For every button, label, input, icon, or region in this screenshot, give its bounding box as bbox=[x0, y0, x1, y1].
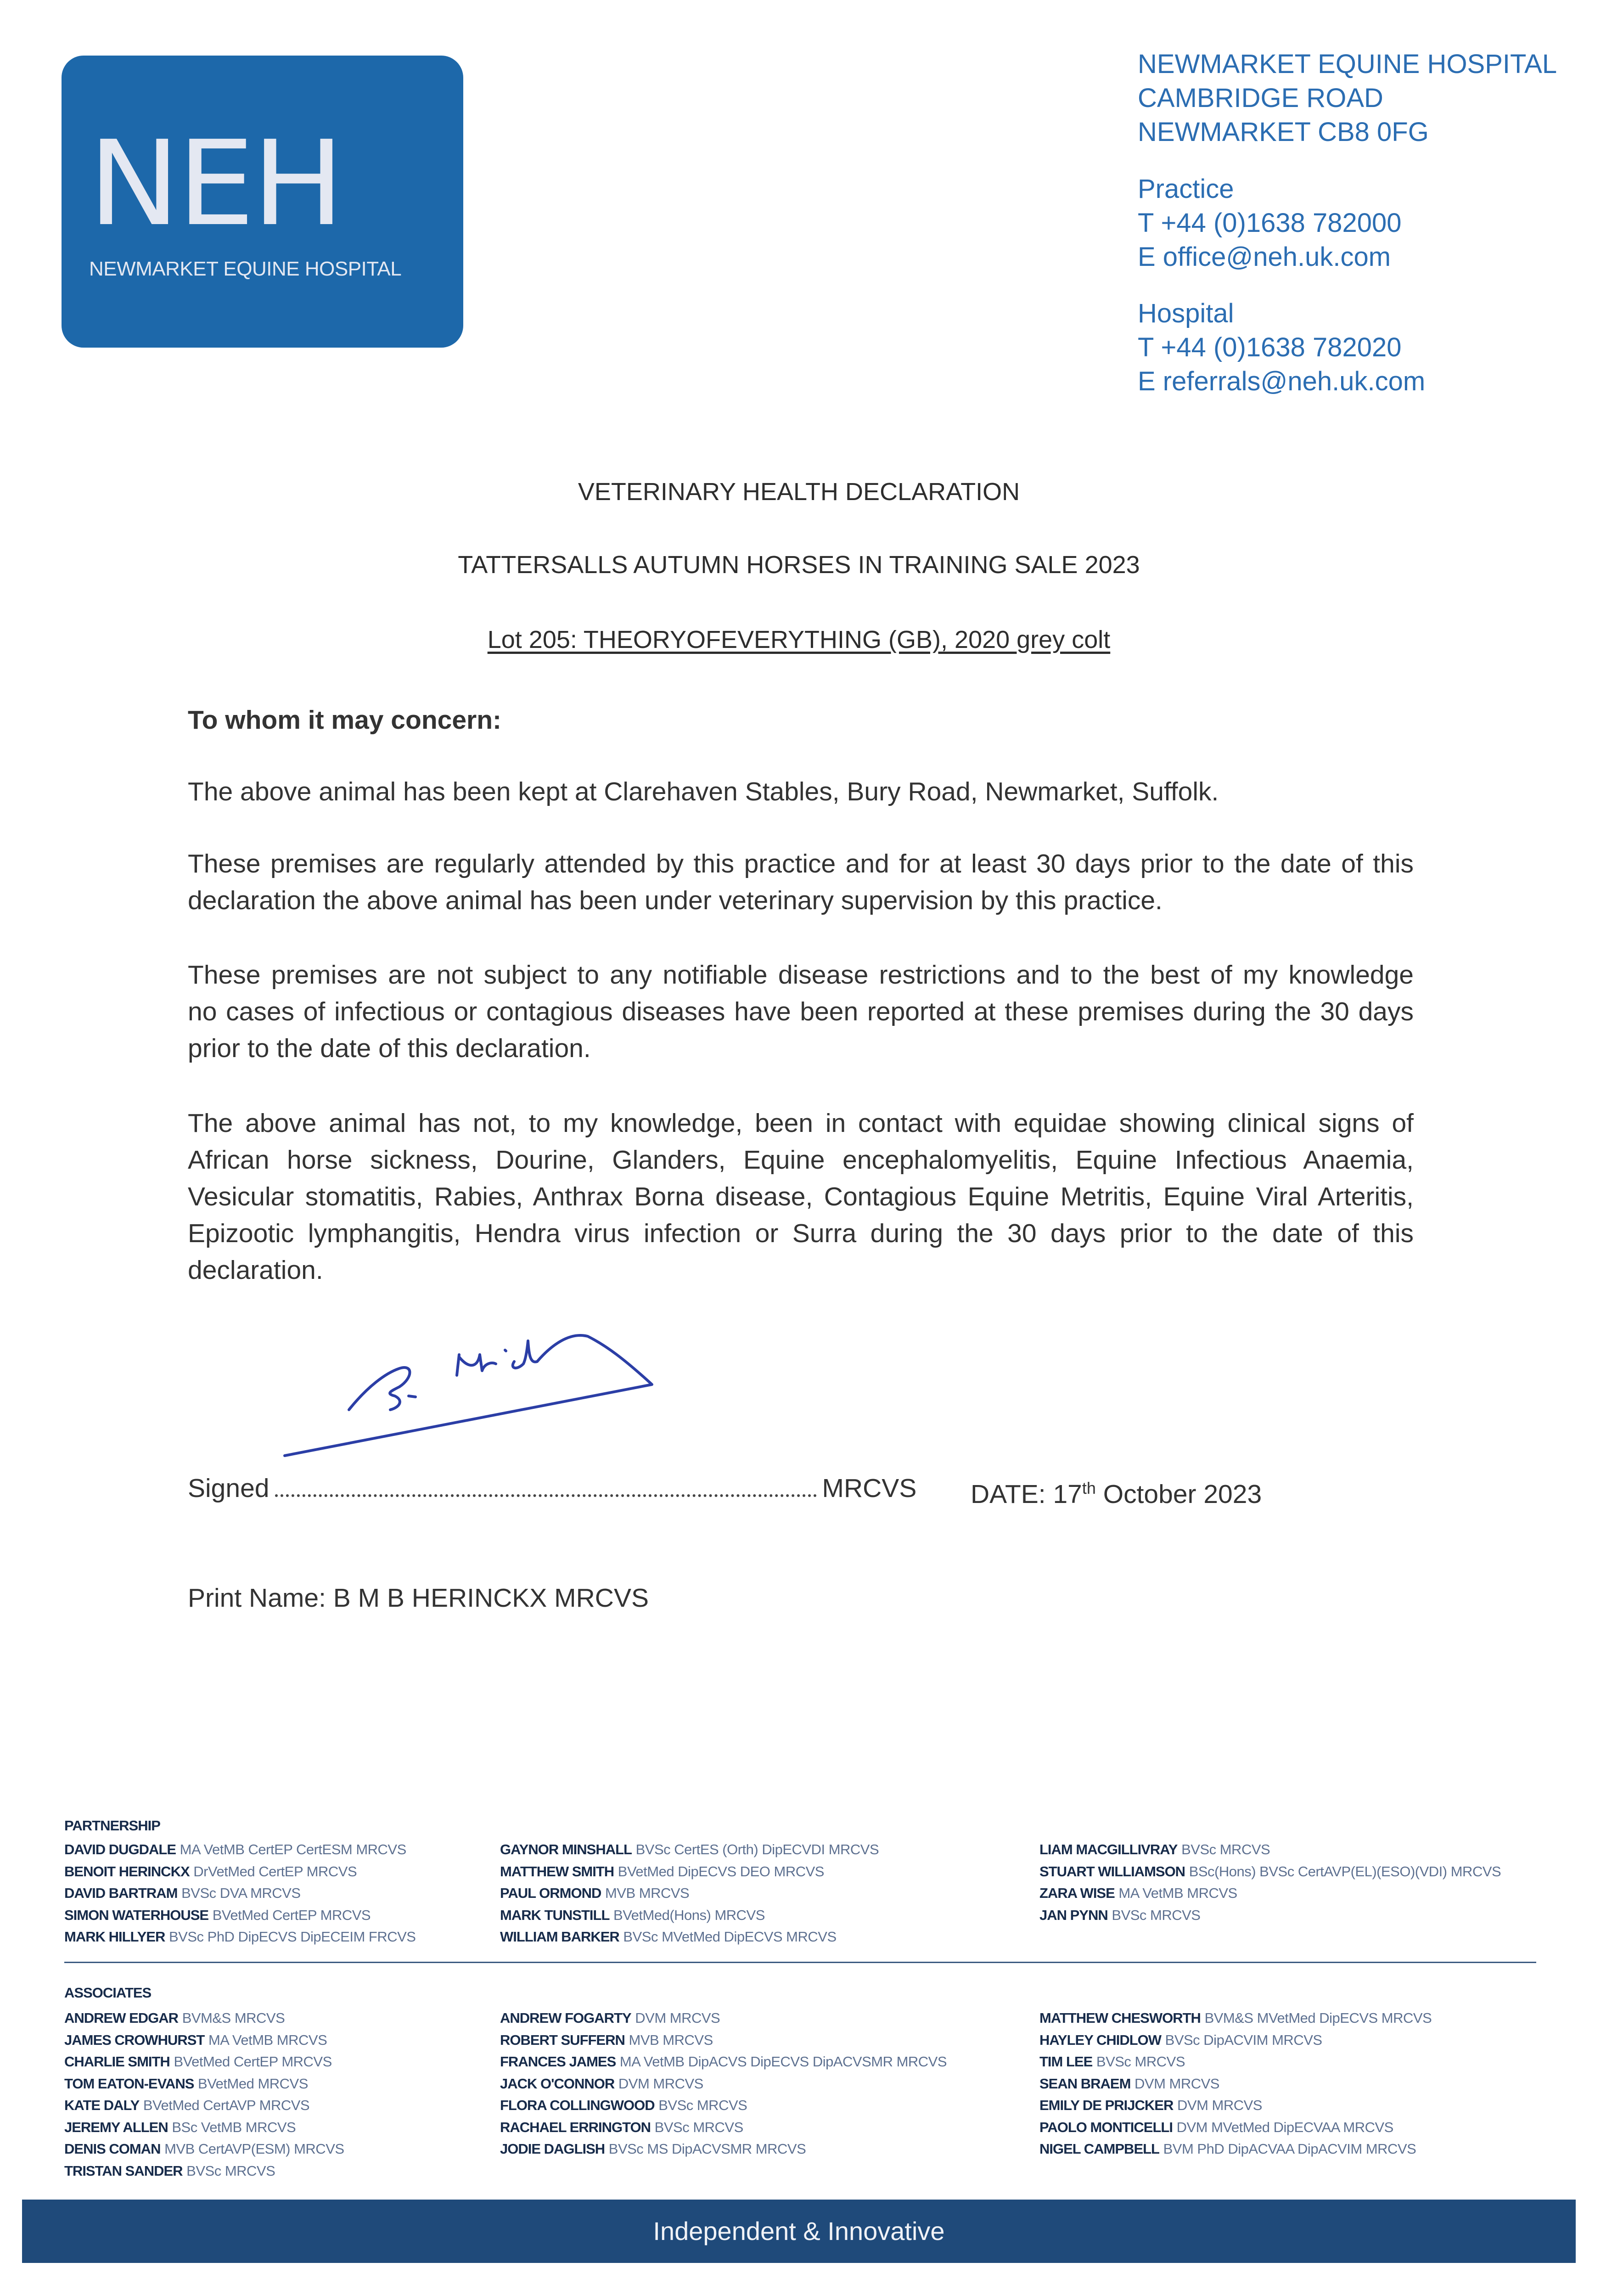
paragraph-line: declaration. bbox=[188, 1255, 323, 1285]
signed-suffix: MRCVS bbox=[822, 1474, 917, 1503]
staff-qualifications: BVSc MRCVS bbox=[654, 2119, 743, 2135]
staff-entry bbox=[500, 2073, 947, 2095]
staff-entry bbox=[64, 1926, 416, 1948]
staff-qualifications: BVM&S MRCVS bbox=[182, 2010, 285, 2026]
staff-name: JEREMY ALLEN bbox=[64, 2119, 168, 2135]
staff-qualifications: DVM MRCVS bbox=[618, 2075, 703, 2092]
paragraph-line: The above animal has been kept at Clarehaven Stables, Bury Road, Newmarket, Suffolk. bbox=[188, 777, 1219, 806]
staff-qualifications: BVSc DipACVIM MRCVS bbox=[1165, 2032, 1322, 2048]
paragraph-diseases bbox=[188, 1105, 1414, 1289]
paragraph-line: The above animal has not, to my knowledge, been in contact with equidae showing clinical signs of bbox=[188, 1109, 1414, 1138]
staff-qualifications: BSc VetMB MRCVS bbox=[172, 2119, 296, 2135]
staff-name: TIM LEE bbox=[1039, 2054, 1093, 2070]
staff-qualifications: BVetMed(Hons) MRCVS bbox=[613, 1907, 765, 1923]
staff-entry bbox=[64, 2051, 344, 2073]
staff-name: NIGEL CAMPBELL bbox=[1039, 2141, 1159, 2157]
staff-entry bbox=[1039, 1839, 1501, 1861]
staff-qualifications: MA VetMB DipACVS DipECVS DipACVSMR MRCVS bbox=[619, 2054, 947, 2070]
staff-entry bbox=[64, 1904, 416, 1926]
staff-qualifications: BVSc MRCVS bbox=[1096, 2054, 1185, 2070]
handwritten-signature bbox=[275, 1318, 670, 1465]
address-line: NEWMARKET EQUINE HOSPITAL bbox=[1138, 49, 1557, 79]
staff-name: RACHAEL ERRINGTON bbox=[500, 2119, 651, 2135]
lot-title: Lot 205: THEORYOFEVERYTHING (GB), 2020 grey colt bbox=[487, 626, 1111, 653]
partnership-column bbox=[64, 1839, 416, 1948]
staff-name: DAVID BARTRAM bbox=[64, 1885, 178, 1901]
staff-entry bbox=[64, 1839, 416, 1861]
staff-qualifications: DrVetMed CertEP MRCVS bbox=[193, 1863, 357, 1880]
associates-column bbox=[64, 2007, 344, 2182]
paragraph-supervision bbox=[188, 845, 1414, 919]
staff-qualifications: MVB CertAVP(ESM) MRCVS bbox=[164, 2141, 344, 2157]
partnership-heading: PARTNERSHIP bbox=[64, 1818, 160, 1834]
staff-entry bbox=[500, 1904, 879, 1926]
logo-mark: NEH bbox=[88, 116, 342, 252]
staff-entry bbox=[1039, 1882, 1501, 1904]
staff-entry bbox=[64, 1882, 416, 1904]
staff-name: STUART WILLIAMSON bbox=[1039, 1863, 1185, 1880]
signature-dotted-line bbox=[275, 1488, 817, 1497]
staff-entry bbox=[64, 1861, 416, 1883]
staff-name: WILLIAM BARKER bbox=[500, 1929, 619, 1945]
staff-qualifications: BVM PhD DipACVAA DipACVIM MRCVS bbox=[1163, 2141, 1416, 2157]
staff-name: DAVID DUGDALE bbox=[64, 1841, 176, 1857]
staff-name: SEAN BRAEM bbox=[1039, 2075, 1131, 2092]
staff-name: GAYNOR MINSHALL bbox=[500, 1841, 632, 1857]
staff-name: MARK HILLYER bbox=[64, 1929, 165, 1945]
staff-qualifications: MVB MRCVS bbox=[629, 2032, 713, 2048]
hospital-contact bbox=[1138, 297, 1425, 399]
staff-name: TOM EATON-EVANS bbox=[64, 2075, 194, 2092]
paragraph-line: Epizootic lymphangitis, Hendra virus infection or Surra during the 30 days prior to the date of this bbox=[188, 1219, 1414, 1248]
hospital-email: E referrals@neh.uk.com bbox=[1138, 366, 1426, 396]
staff-qualifications: BSc(Hons) BVSc CertAVP(EL)(ESO)(VDI) MRCVS bbox=[1189, 1863, 1501, 1880]
document-title: VETERINARY HEALTH DECLARATION bbox=[578, 478, 1020, 506]
staff-qualifications: BVSc PhD DipECVS DipECEIM FRCVS bbox=[169, 1929, 416, 1945]
staff-qualifications: BVetMed CertEP MRCVS bbox=[174, 2054, 332, 2070]
staff-name: JACK O'CONNOR bbox=[500, 2075, 615, 2092]
paragraph-line: no cases of infectious or contagious diseases have been reported at these premises during the 30 days bbox=[188, 997, 1414, 1026]
staff-name: SIMON WATERHOUSE bbox=[64, 1907, 209, 1923]
staff-name: HAYLEY CHIDLOW bbox=[1039, 2032, 1162, 2048]
staff-qualifications: DVM MRCVS bbox=[635, 2010, 720, 2026]
staff-name: ANDREW FOGARTY bbox=[500, 2010, 631, 2026]
staff-entry bbox=[1039, 2007, 1432, 2029]
staff-qualifications: BVSc MRCVS bbox=[186, 2162, 275, 2179]
staff-name: TRISTAN SANDER bbox=[64, 2162, 183, 2179]
staff-name: JAN PYNN bbox=[1039, 1907, 1108, 1923]
staff-name: ANDREW EDGAR bbox=[64, 2010, 179, 2026]
staff-entry bbox=[64, 2116, 344, 2138]
staff-entry bbox=[500, 2094, 947, 2116]
staff-name: PAUL ORMOND bbox=[500, 1885, 601, 1901]
staff-qualifications: DVM MRCVS bbox=[1134, 2075, 1219, 2092]
hospital-phone: T +44 (0)1638 782020 bbox=[1138, 332, 1402, 362]
partnership-column bbox=[500, 1839, 879, 1948]
address-block bbox=[1138, 47, 1557, 149]
hospital-label: Hospital bbox=[1138, 298, 1234, 328]
staff-entry bbox=[64, 2160, 344, 2182]
neh-logo bbox=[62, 56, 463, 348]
staff-entry bbox=[1039, 2094, 1432, 2116]
staff-qualifications: BVSc MRCVS bbox=[1112, 1907, 1201, 1923]
staff-qualifications: MA VetMB MRCVS bbox=[1118, 1885, 1237, 1901]
staff-qualifications: BVM&S MVetMed DipECVS MRCVS bbox=[1204, 2010, 1432, 2026]
staff-name: MATTHEW SMITH bbox=[500, 1863, 614, 1880]
staff-qualifications: MVB MRCVS bbox=[605, 1885, 690, 1901]
staff-name: ROBERT SUFFERN bbox=[500, 2032, 625, 2048]
logo-subtitle: NEWMARKET EQUINE HOSPITAL bbox=[89, 258, 402, 280]
address-line: NEWMARKET CB8 0FG bbox=[1138, 117, 1429, 147]
sale-title: TATTERSALLS AUTUMN HORSES IN TRAINING SALE 2023 bbox=[458, 551, 1140, 579]
staff-qualifications: BVSc MS DipACVSMR MRCVS bbox=[608, 2141, 806, 2157]
staff-entry bbox=[1039, 2116, 1432, 2138]
staff-entry bbox=[500, 2007, 947, 2029]
staff-entry bbox=[500, 1861, 879, 1883]
staff-qualifications: MA VetMB CertEP CertESM MRCVS bbox=[180, 1841, 406, 1857]
practice-email: E office@neh.uk.com bbox=[1138, 242, 1391, 272]
staff-entry bbox=[1039, 1904, 1501, 1926]
footer-tagline: Independent & Innovative bbox=[653, 2217, 945, 2245]
staff-name: EMILY DE PRIJCKER bbox=[1039, 2097, 1174, 2113]
staff-qualifications: BVSc MRCVS bbox=[1181, 1841, 1270, 1857]
practice-phone: T +44 (0)1638 782000 bbox=[1138, 208, 1402, 238]
declaration-date bbox=[971, 1470, 1384, 1513]
staff-name: FLORA COLLINGWOOD bbox=[500, 2097, 655, 2113]
section-divider bbox=[64, 1962, 1536, 1963]
staff-qualifications: BVetMed MRCVS bbox=[198, 2075, 308, 2092]
associates-column bbox=[500, 2007, 947, 2160]
date-ordinal: th bbox=[1082, 1479, 1096, 1497]
staff-name: MATTHEW CHESWORTH bbox=[1039, 2010, 1201, 2026]
paragraph-premises bbox=[188, 773, 1414, 810]
staff-entry bbox=[1039, 2051, 1432, 2073]
staff-entry bbox=[64, 2094, 344, 2116]
paragraph-line: Vesicular stomatitis, Rabies, Anthrax Borna disease, Contagious Equine Metritis, Equine Viral Arteritis, bbox=[188, 1182, 1414, 1211]
footer-band bbox=[22, 2200, 1576, 2263]
staff-name: JODIE DAGLISH bbox=[500, 2141, 605, 2157]
staff-entry bbox=[500, 1882, 879, 1904]
staff-qualifications: MA VetMB MRCVS bbox=[208, 2032, 327, 2048]
staff-qualifications: DVM MRCVS bbox=[1177, 2097, 1262, 2113]
staff-name: LIAM MACGILLIVRAY bbox=[1039, 1841, 1178, 1857]
staff-entry bbox=[500, 2138, 947, 2160]
staff-qualifications: BVetMed DipECVS DEO MRCVS bbox=[618, 1863, 824, 1880]
practice-contact bbox=[1138, 172, 1402, 274]
staff-entry bbox=[64, 2073, 344, 2095]
signature-line bbox=[188, 1470, 916, 1507]
staff-entry bbox=[500, 2051, 947, 2073]
staff-name: JAMES CROWHURST bbox=[64, 2032, 205, 2048]
staff-qualifications: BVetMed CertEP MRCVS bbox=[212, 1907, 371, 1923]
staff-entry bbox=[64, 2138, 344, 2160]
staff-qualifications: BVSc CertES (Orth) DipECVDI MRCVS bbox=[635, 1841, 879, 1857]
staff-qualifications: DVM MVetMed DipECVAA MRCVS bbox=[1176, 2119, 1393, 2135]
staff-qualifications: BVSc DVA MRCVS bbox=[181, 1885, 301, 1901]
staff-entry bbox=[500, 2116, 947, 2138]
paragraph-restrictions bbox=[188, 957, 1414, 1067]
staff-entry bbox=[1039, 2073, 1432, 2095]
staff-entry bbox=[1039, 1861, 1501, 1883]
staff-name: PAOLO MONTICELLI bbox=[1039, 2119, 1173, 2135]
paragraph-line: These premises are regularly attended by this practice and for at least 30 days prior to the date of this bbox=[188, 849, 1414, 878]
staff-entry bbox=[500, 1926, 879, 1948]
paragraph-line: prior to the date of this declaration. bbox=[188, 1034, 591, 1063]
staff-name: BENOIT HERINCKX bbox=[64, 1863, 190, 1880]
address-line: CAMBRIDGE ROAD bbox=[1138, 83, 1383, 113]
staff-entry bbox=[64, 2007, 344, 2029]
partnership-column bbox=[1039, 1839, 1501, 1926]
print-name: Print Name: B M B HERINCKX MRCVS bbox=[188, 1583, 649, 1613]
practice-label: Practice bbox=[1138, 174, 1234, 204]
associates-heading: ASSOCIATES bbox=[64, 1985, 152, 2001]
staff-qualifications: BVSc MVetMed DipECVS MRCVS bbox=[623, 1929, 837, 1945]
staff-name: KATE DALY bbox=[64, 2097, 140, 2113]
staff-name: CHARLIE SMITH bbox=[64, 2054, 170, 2070]
signed-label: Signed bbox=[188, 1474, 270, 1503]
date-suffix: October 2023 bbox=[1095, 1480, 1262, 1509]
paragraph-line: declaration the above animal has been under veterinary supervision by this practice. bbox=[188, 886, 1162, 915]
staff-name: FRANCES JAMES bbox=[500, 2054, 616, 2070]
staff-name: DENIS COMAN bbox=[64, 2141, 161, 2157]
staff-entry bbox=[500, 2029, 947, 2051]
staff-entry bbox=[1039, 2138, 1432, 2160]
paragraph-line: These premises are not subject to any notifiable disease restrictions and to the best of my knowledge bbox=[188, 960, 1414, 990]
associates-column bbox=[1039, 2007, 1432, 2160]
staff-entry bbox=[500, 1839, 879, 1861]
staff-name: ZARA WISE bbox=[1039, 1885, 1115, 1901]
salutation: To whom it may concern: bbox=[188, 705, 502, 735]
staff-qualifications: BVSc MRCVS bbox=[658, 2097, 747, 2113]
staff-qualifications: BVetMed CertAVP MRCVS bbox=[143, 2097, 310, 2113]
staff-name: MARK TUNSTILL bbox=[500, 1907, 610, 1923]
paragraph-line: African horse sickness, Dourine, Glanders, Equine encephalomyelitis, Equine Infectious Anaemia, bbox=[188, 1145, 1414, 1175]
staff-entry bbox=[64, 2029, 344, 2051]
date-prefix: DATE: 17 bbox=[971, 1480, 1082, 1509]
staff-entry bbox=[1039, 2029, 1432, 2051]
